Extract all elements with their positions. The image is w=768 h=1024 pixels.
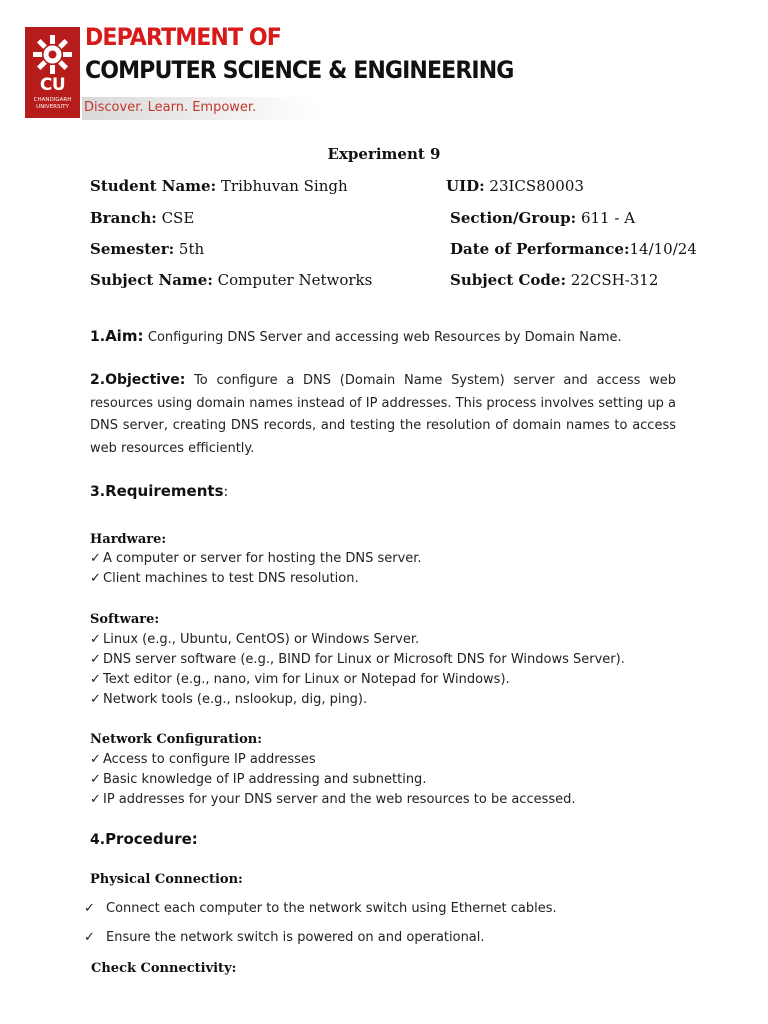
check-icon: ✓: [84, 901, 95, 916]
check-icon: ✓: [90, 652, 101, 667]
hardware-label: Hardware:: [90, 532, 167, 547]
student-name-field: [90, 177, 348, 195]
branch-field: [90, 209, 194, 227]
student-name-value: Tribhuvan Singh: [216, 177, 348, 195]
aim-text: Configuring DNS Server and accessing web Resources by Domain Name.: [147, 330, 622, 345]
procedure-number: 4.: [90, 832, 106, 848]
list-item: ✓ Ensure the network switch is powered on and operational.: [84, 930, 485, 945]
requirements-section: [90, 482, 228, 500]
check-icon: ✓: [90, 792, 101, 807]
check-icon: ✓: [90, 692, 101, 707]
university-logo: [25, 27, 80, 118]
list-item: ✓ DNS server software (e.g., BIND for Linux or Microsoft DNS for Windows Server).: [90, 652, 625, 667]
subject-code-label: Subject Code:: [450, 271, 566, 289]
date-label: Date of Performance:: [450, 240, 630, 258]
check-icon: ✓: [90, 632, 101, 647]
department-title-line2: COMPUTER SCIENCE & ENGINEERING: [85, 56, 514, 84]
date-field: [450, 240, 697, 258]
requirements-number: 3.: [90, 484, 106, 500]
subject-name-value: Computer Networks: [212, 271, 373, 289]
branch-label: Branch:: [90, 209, 157, 227]
check-icon: ✓: [90, 752, 101, 767]
list-item: ✓ Text editor (e.g., nano, vim for Linux or Notepad for Windows).: [90, 672, 510, 687]
department-title-line1: DEPARTMENT OF: [85, 23, 281, 51]
physical-connection-label: Physical Connection:: [90, 872, 243, 887]
objective-text: To configure a DNS (Domain Name System) server and access web resources using domain names instead of IP addresses. This process involves setting up a DNS server, creating DNS records, and testing the resolution of domain names to access web resources efficiently.: [90, 373, 676, 456]
procedure-section: [90, 830, 198, 848]
subject-name-field: [90, 271, 372, 289]
subject-name-label: Subject Name:: [90, 271, 213, 289]
section-field: [450, 209, 635, 227]
semester-field: [90, 240, 204, 258]
check-icon: ✓: [90, 551, 101, 566]
check-icon: ✓: [84, 930, 95, 945]
uid-value: 23ICS80003: [484, 177, 584, 195]
uid-field: [446, 177, 584, 195]
subject-code-field: [450, 271, 658, 289]
list-item: ✓ IP addresses for your DNS server and the web resources to be accessed.: [90, 792, 576, 807]
branch-value: CSE: [156, 209, 195, 227]
requirements-heading: Requirements: [105, 482, 224, 500]
list-item: ✓ Network tools (e.g., nslookup, dig, ping).: [90, 692, 368, 707]
semester-value: 5th: [174, 240, 205, 258]
objective-section: [90, 369, 676, 460]
list-item: ✓ Basic knowledge of IP addressing and subnetting.: [90, 772, 427, 787]
date-value: 14/10/24: [629, 240, 697, 258]
logo-university-text: CHANDIGARH UNIVERSITY: [33, 97, 72, 110]
software-label: Software:: [90, 612, 160, 627]
section-value: 611 - A: [576, 209, 636, 227]
aim-number: 1.: [90, 329, 106, 345]
list-item: ✓ A computer or server for hosting the DNS server.: [90, 551, 422, 566]
check-icon: ✓: [90, 672, 101, 687]
gear-emblem-icon: [31, 33, 74, 76]
uid-label: UID:: [446, 177, 485, 195]
requirements-colon: :: [223, 484, 229, 500]
list-item: ✓ Access to configure IP addresses: [90, 752, 316, 767]
check-icon: ✓: [90, 571, 101, 586]
experiment-title: Experiment 9: [327, 145, 441, 163]
list-item: ✓ Connect each computer to the network switch using Ethernet cables.: [84, 901, 557, 916]
list-item: ✓ Client machines to test DNS resolution.: [90, 571, 359, 586]
aim-section: [90, 327, 622, 345]
aim-heading: Aim:: [105, 327, 144, 345]
section-label: Section/Group:: [450, 209, 577, 227]
semester-label: Semester:: [90, 240, 175, 258]
student-name-label: Student Name:: [90, 177, 217, 195]
check-connectivity-label: Check Connectivity:: [91, 961, 237, 976]
tagline: Discover. Learn. Empower.: [84, 100, 257, 115]
check-icon: ✓: [90, 772, 101, 787]
procedure-heading: Procedure:: [105, 830, 198, 848]
network-config-label: Network Configuration:: [90, 732, 263, 747]
logo-cu-text: CU: [39, 75, 66, 95]
objective-number: 2.: [90, 372, 106, 388]
objective-heading: Objective:: [105, 372, 186, 388]
subject-code-value: 22CSH-312: [566, 271, 659, 289]
list-item: ✓ Linux (e.g., Ubuntu, CentOS) or Windows Server.: [90, 632, 420, 647]
